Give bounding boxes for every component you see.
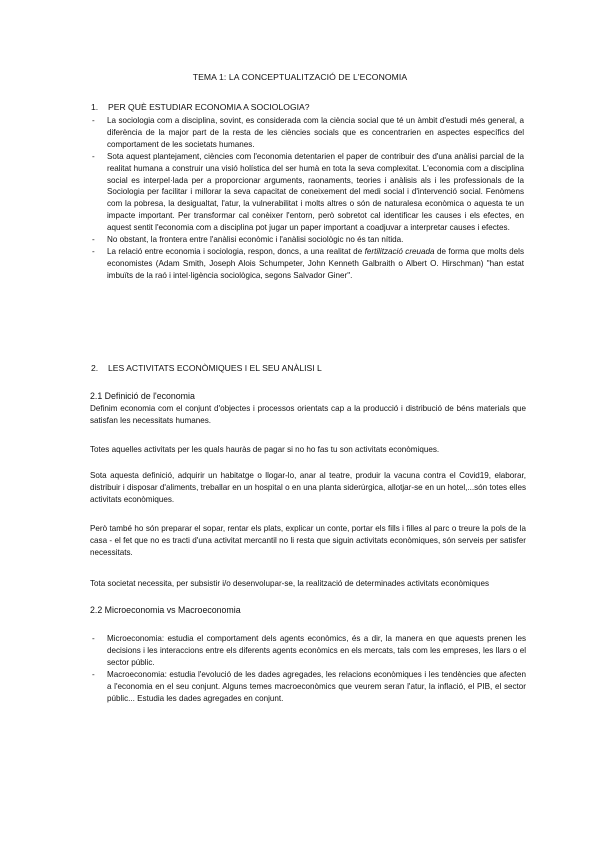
list-item-text: La relació entre economia i sociologia, respon, doncs, a una realitat de xyxy=(107,246,365,256)
section-2-number: 2. xyxy=(91,363,99,373)
list-item xyxy=(92,246,524,282)
list-item: - Macroeconomia: estudia l'evolució de les dades agregades, les relacions econòmiques i les tendències que afecten a l'economia en el seu conjunt. Alguns temes macroeconòmics que veurem seran l'atur, la inflació, el PIB, el sector públic... Estudia les dades agregades en conjunt. xyxy=(92,669,526,705)
list-item: - La sociologia com a disciplina, sovint, es considerada com la ciència social que té un àmbit d'estudi més general, a diferència de la major part de la resta de les ciències socials que es concentrarien en aspectes específics del comportament de les societats humanes. xyxy=(92,115,524,151)
section-2-2-list xyxy=(92,633,526,704)
section-1-heading xyxy=(91,102,310,112)
document-title: TEMA 1: LA CONCEPTUALITZACIÓ DE L'ECONOMIA xyxy=(192,72,408,82)
paragraph: Tota societat necessita, per subsistir i/o desenvolupar-se, la realització de determinades activitats econòmiques xyxy=(90,579,490,588)
paragraph: Sota aquesta definició, adquirir un habitatge o llogar-lo, anar al teatre, produir la vacuna contra el Covid19, elaborar, distribuir i disposar d'aliments, treballar en un hospital o en una planta siderúrgica, allotjar-se en un hotel,...són totes elles activitats econòmiques. xyxy=(90,471,526,504)
section-2-heading xyxy=(91,363,322,373)
list-item: - No obstant, la frontera entre l'anàlisi econòmic i l'anàlisi sociològic no és tan nítida. xyxy=(92,234,524,246)
section-1-list xyxy=(92,115,524,282)
section-1-heading-text: PER QUÈ ESTUDIAR ECONOMIA A SOCIOLOGIA? xyxy=(108,102,310,112)
subsection-2-2-heading: 2.2 Microeconomia vs Macroeconomia xyxy=(90,605,241,615)
paragraph: Totes aquelles activitats per les quals hauràs de pagar si no ho fas tu son activitats econòmiques. xyxy=(90,445,440,454)
list-item-text: de forma que molts dels economistes (Adam Smith, Joseph Alois Schumpeter, John Kenneth Galbraith o Albert O. Hirschman) "han estat imbuïts de la raó i intel·ligència sociològica, segons Salvador Giner". xyxy=(107,246,525,280)
list-item: - Sota aquest plantejament, ciències com l'economia detentarien el paper de contribuir des d'una anàlisi parcial de la realitat humana a construir una visió holística del ser humà en tota la seva complexitat. L'economia com a disciplina social es interpel·lada per a proporcionar arguments, raonaments, teories i anàlisis als i les professionals de la Sociologia per facilitar i millorar la seva capacitat de coneixement del medi social i d'intervenció social. Fenòmens com la pobresa, la desigualtat, l'atur, la vulnerabilitat i molts altres o són de naturalesa econòmica o aquesta te un impacte important. Per transformar cal conèixer l'entorn, però sobretot cal identificar les causes i els efectes, en aquest sentit l'economia com a disciplina pot jugar un paper important a coadjuvar a interpretar causes i efectes. xyxy=(92,151,524,234)
list-item: - Microeconomia: estudia el comportament dels agents econòmics, és a dir, la manera en que aquests prenen les decisions i les interaccions entre els diferents agents econòmics en els mercats, tals com les empreses, les llars o el sector públic. xyxy=(92,633,526,669)
paragraph: Però també ho són preparar el sopar, rentar els plats, explicar un conte, portar els fills i filles al parc o treure la pols de la casa - el fet que no es tracti d'una activitat mercantil no li resta que siguin activitats econòmiques, són serveis per satisfer necessitats. xyxy=(90,524,526,557)
italic-term: fertilització creuada xyxy=(364,246,435,256)
subsection-2-1-heading: 2.1 Definició de l'economia xyxy=(90,391,195,401)
section-1-number: 1. xyxy=(91,102,99,112)
section-2-heading-text: LES ACTIVITATS ECONÒMIQUES I EL SEU ANÀLISI L xyxy=(108,363,322,373)
paragraph: Definim economia com el conjunt d'objectes i processos orientats cap a la producció i distribució de béns materials que satisfan les necessitats humanes. xyxy=(90,404,526,425)
